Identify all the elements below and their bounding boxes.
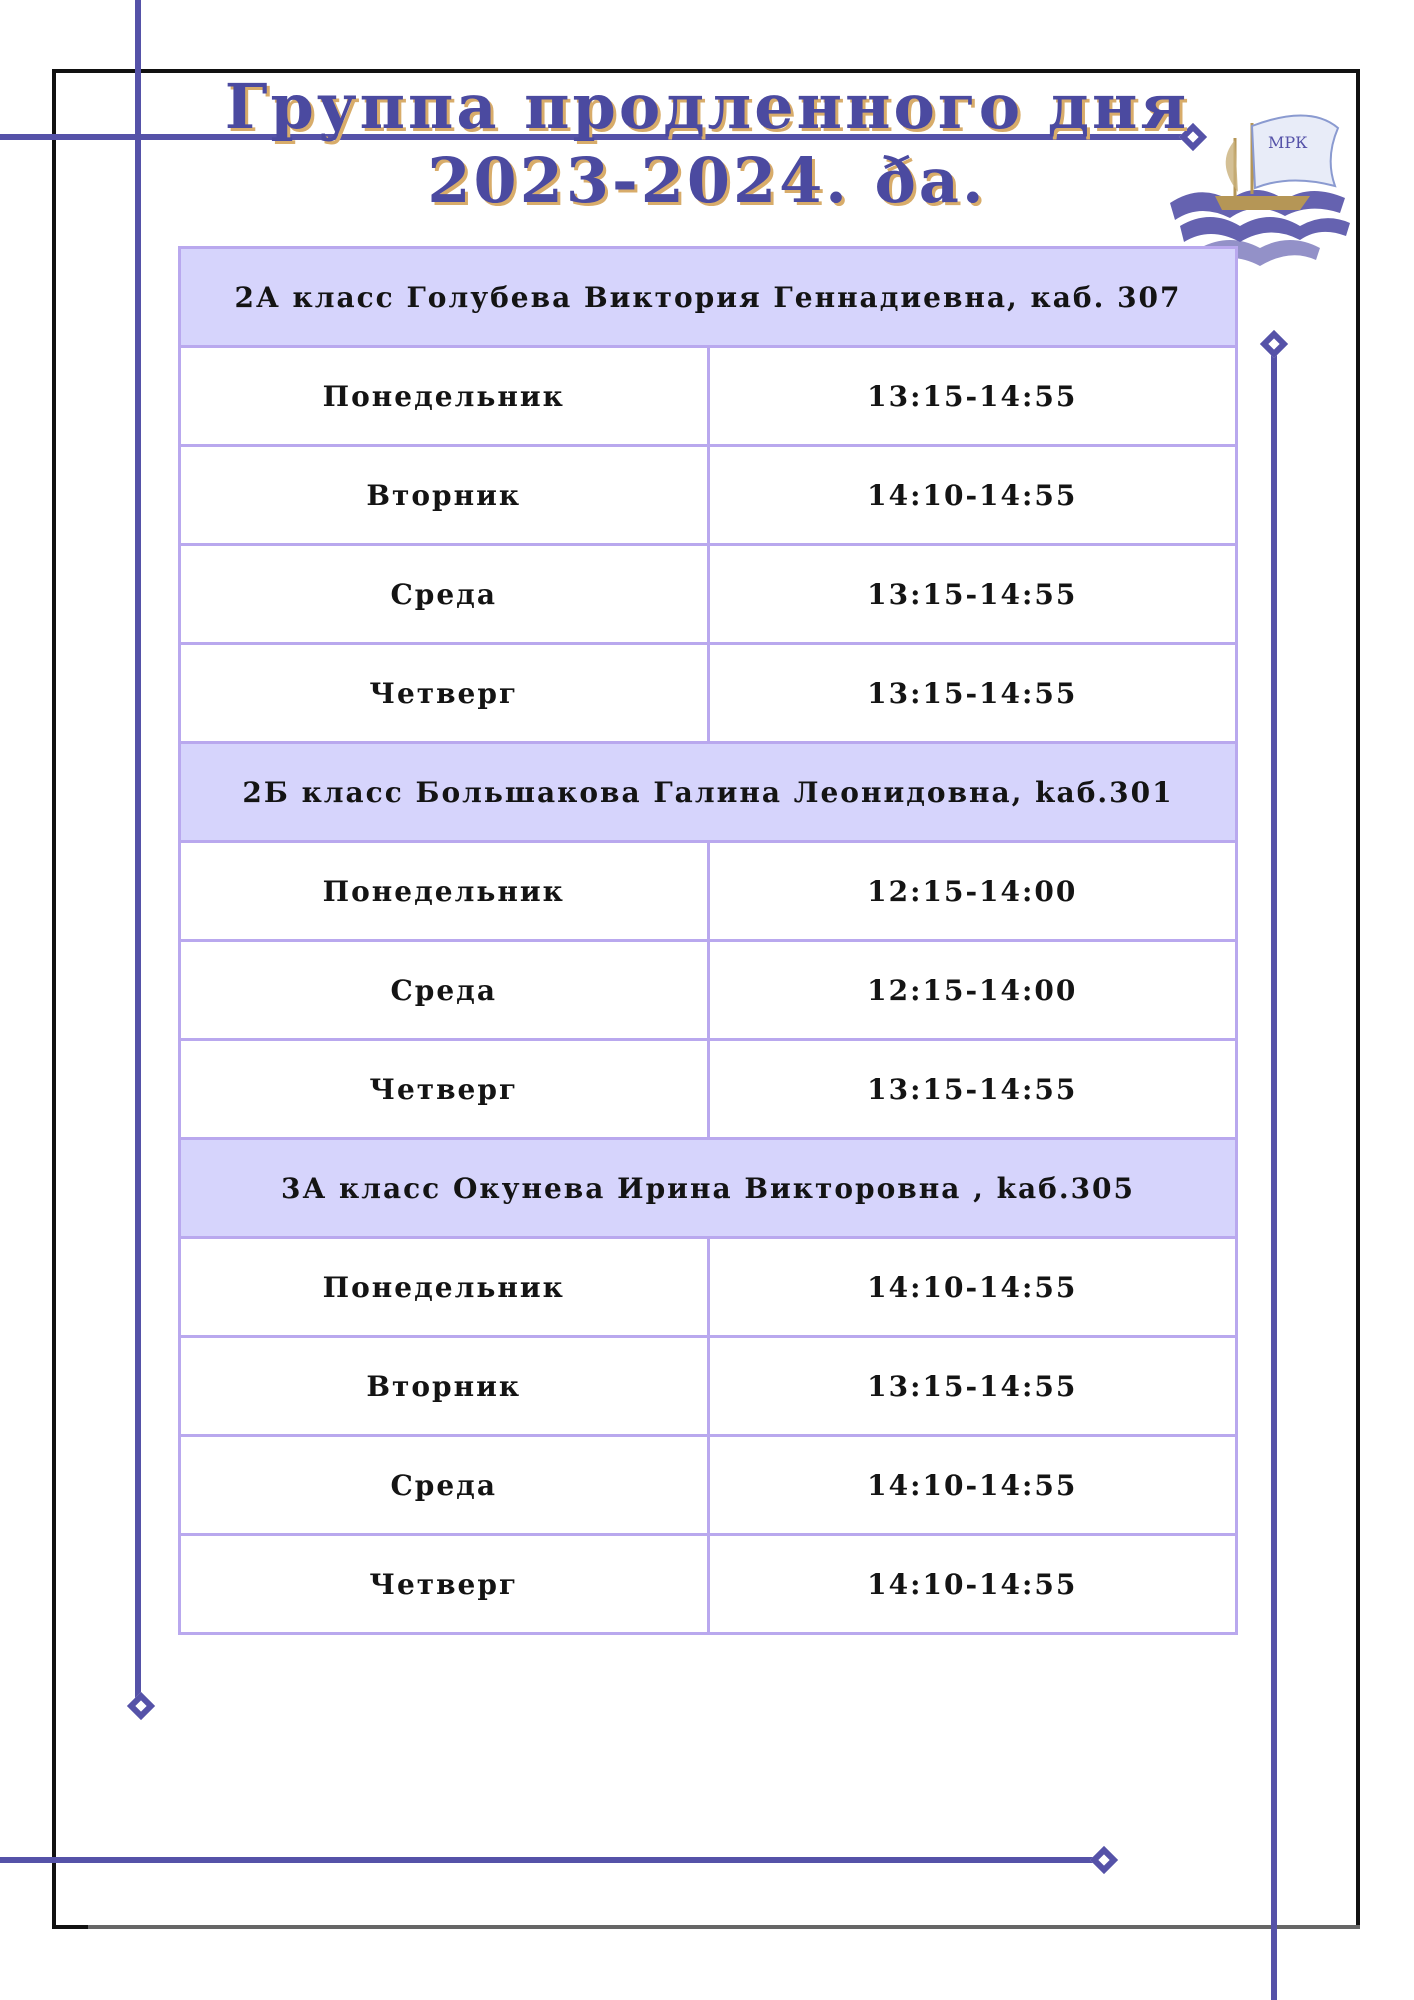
- time-cell: 14:10-14:55: [708, 1238, 1237, 1337]
- title-line-1: Группа продленного дня: [224, 70, 1190, 143]
- table-row: [180, 545, 1237, 644]
- time-cell: 12:15-14:00: [708, 941, 1237, 1040]
- group-header: 3А класс Окунева Ирина Викторовна , kаб.305: [180, 1139, 1237, 1238]
- time-cell: 13:15-14:55: [708, 1040, 1237, 1139]
- frame-bottom-edge: [88, 1925, 1360, 1929]
- time-cell: 13:15-14:55: [708, 347, 1237, 446]
- time-cell: 12:15-14:00: [708, 842, 1237, 941]
- day-cell: Среда: [180, 941, 709, 1040]
- table-row: [180, 446, 1237, 545]
- table-row: [180, 1040, 1237, 1139]
- table-row: [180, 347, 1237, 446]
- day-cell: Понедельник: [180, 347, 709, 446]
- day-cell: Среда: [180, 1436, 709, 1535]
- time-cell: 14:10-14:55: [708, 1535, 1237, 1634]
- table-row: [180, 1337, 1237, 1436]
- table-row: [180, 842, 1237, 941]
- day-cell: Четверг: [180, 644, 709, 743]
- group-header-row: [180, 743, 1237, 842]
- day-cell: Четверг: [180, 1535, 709, 1634]
- table-row: [180, 1436, 1237, 1535]
- time-cell: 14:10-14:55: [708, 446, 1237, 545]
- day-cell: Вторник: [180, 1337, 709, 1436]
- day-cell: Четверг: [180, 1040, 709, 1139]
- group-header: 2А класс Голубева Виктория Геннадиевна, каб. 307: [180, 248, 1237, 347]
- table-row: [180, 941, 1237, 1040]
- time-cell: 13:15-14:55: [708, 1337, 1237, 1436]
- group-header: 2Б класс Большакова Галина Леонидовна, kаб.301: [180, 743, 1237, 842]
- group-header-row: [180, 248, 1237, 347]
- time-cell: 13:15-14:55: [708, 545, 1237, 644]
- deco-line-bottom-horizontal: [0, 1857, 1104, 1863]
- group-header-row: [180, 1139, 1237, 1238]
- day-cell: Среда: [180, 545, 709, 644]
- day-cell: Понедельник: [180, 842, 709, 941]
- day-cell: Вторник: [180, 446, 709, 545]
- title-line-2: 2023-2024. ða.: [427, 144, 987, 217]
- day-cell: Понедельник: [180, 1238, 709, 1337]
- time-cell: 14:10-14:55: [708, 1436, 1237, 1535]
- logo-sail-text: МРК: [1268, 133, 1308, 152]
- deco-line-right-vertical: [1271, 344, 1277, 2000]
- table-row: [180, 1535, 1237, 1634]
- time-cell: 13:15-14:55: [708, 644, 1237, 743]
- table-row: [180, 1238, 1237, 1337]
- table-row: [180, 644, 1237, 743]
- deco-line-left-vertical: [135, 0, 141, 1705]
- page-title: [160, 70, 1254, 218]
- schedule-table: [178, 246, 1238, 1635]
